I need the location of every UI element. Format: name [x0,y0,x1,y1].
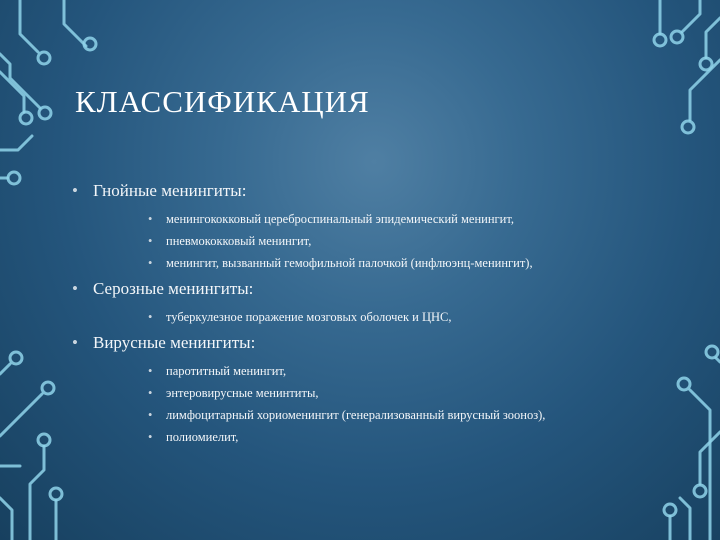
list-item [72,382,682,404]
list-item [72,208,682,230]
list-item-text: пневмококковый менингит, [166,234,312,248]
group-label: Серозные менингиты: [93,279,254,298]
bullet-icon: • [72,279,78,298]
list-item [72,360,682,382]
group-label: Вирусные менингиты: [93,333,256,352]
group-purulent [72,180,682,202]
group-label: Гнойные менингиты: [93,181,247,200]
bullet-icon: • [148,234,153,248]
bullet-icon: • [148,386,153,400]
bullet-icon: • [148,364,153,378]
list-item-text: паротитный менингит, [166,364,287,378]
bullet-icon: • [148,310,153,324]
bullet-icon: • [72,181,78,200]
group-viral [72,332,682,354]
classification-list [72,180,682,448]
list-item [72,306,682,328]
bullet-icon: • [72,333,78,352]
list-item [72,252,682,274]
list-item-text: туберкулезное поражение мозговых оболочек и ЦНС, [166,310,452,324]
bullet-icon: • [148,430,153,444]
list-item [72,426,682,448]
list-item [72,404,682,426]
list-item-text: энтеровирусные менинтиты, [166,386,319,400]
slide-title: КЛАССИФИКАЦИЯ [75,84,370,119]
bullet-icon: • [148,256,153,270]
bullet-icon: • [148,212,153,226]
bullet-icon: • [148,408,153,422]
group-serous [72,278,682,300]
list-item-text: менингит, вызванный гемофильной палочкой (инфлюэнц-менингит), [166,256,533,270]
list-item-text: лимфоцитарный хориоменингит (генерализованный вирусный зооноз), [166,408,546,422]
list-item [72,230,682,252]
list-item-text: менингококковый цереброспинальный эпидемический менингит, [166,212,514,226]
list-item-text: полиомиелит, [166,430,239,444]
